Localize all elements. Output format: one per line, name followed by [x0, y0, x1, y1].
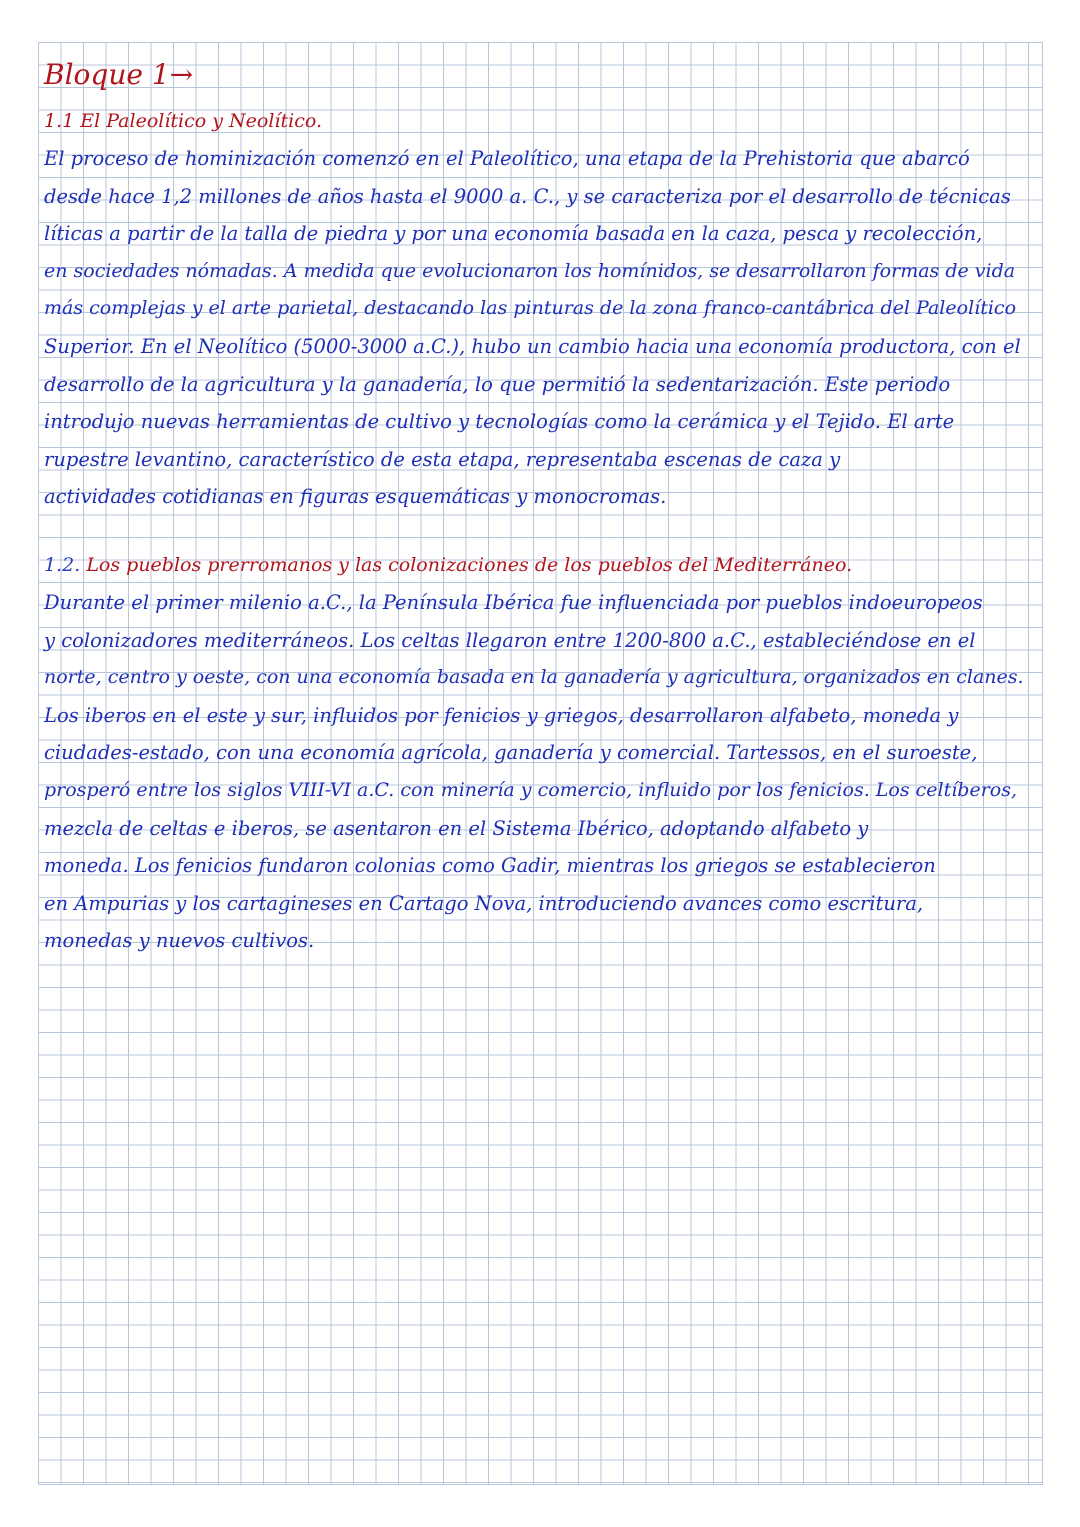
text-line: introdujo nuevas herramientas de cultivo y tecnologías como la cerámica y el Tejido. El arte — [44, 410, 955, 434]
text-line: rupestre levantino, característico de esta etapa, representaba escenas de caza y — [44, 447, 841, 471]
notes-content — [44, 56, 1036, 960]
text-line: Los iberos en el este y sur, influidos por fenicios y griegos, desarrollaron alfabeto, moneda y — [44, 703, 959, 727]
text-line: actividades cotidianas en figuras esquemáticas y monocromas. — [44, 485, 667, 509]
text-line: El proceso de hominización comenzó en el Paleolítico, una etapa de la Prehistoria que abarcó — [44, 147, 970, 170]
section-heading — [44, 546, 1036, 584]
section-title: Los pueblos prerromanos y las colonizaciones de los pueblos del Mediterráneo. — [86, 553, 853, 576]
text-line: mezcla de celtas e iberos, se asentaron en el Sistema Ibérico, adoptando alfabeto y — [44, 816, 869, 840]
text-line: en sociedades nómadas. A medida que evolucionaron los homínidos, se desarrollaron formas de vida — [44, 259, 1016, 282]
text-line: Durante el primer milenio a.C., la Península Ibérica fue influenciada por pueblos indoeuropeos — [44, 590, 983, 614]
text-line: moneda. Los fenicios fundaron colonias como Gadir, mientras los griegos se establecieron — [44, 854, 936, 878]
text-line: desde hace 1,2 millones de años hasta el 9000 a. C., y se caracteriza por el desarrollo de técnicas — [44, 184, 1011, 208]
text-line: líticas a partir de la talla de piedra y por una economía basada en la caza, pesca y recolección, — [44, 222, 983, 246]
section-pueblos-prerromanos — [44, 546, 1036, 960]
text-line: ciudades-estado, con una economía agrícola, ganadería y comercial. Tartessos, en el suroeste, — [44, 741, 978, 765]
text-line: prosperó entre los siglos VIII-VI a.C. con minería y comercio, influido por los fenicios. Los celtíberos, — [44, 778, 1018, 801]
text-line: norte, centro y oeste, con una economía basada en la ganadería y agricultura, organizados en clanes. — [44, 666, 1024, 689]
section-title: El Paleolítico y Neolítico. — [80, 110, 322, 132]
section-heading — [44, 102, 1036, 140]
text-line: y colonizadores mediterráneos. Los celtas llegaron entre 1200-800 a.C., estableciéndose en el — [44, 628, 976, 652]
text-line: desarrollo de la agricultura y la ganadería, lo que permitió la sedentarización. Este periodo — [44, 372, 951, 396]
text-line: Superior. En el Neolítico (5000-3000 a.C.), hubo un cambio hacia una economía productora, con el — [44, 334, 1021, 358]
section-number: 1.1 — [44, 110, 75, 132]
text-line: en Ampurias y los cartagineses en Cartago Nova, introduciendo avances como escritura, — [44, 891, 924, 915]
section-number: 1.2. — [44, 553, 81, 576]
text-line: más complejas y el arte parietal, destacando las pinturas de la zona franco-cantábrica del Paleolítico — [44, 297, 1017, 320]
section-paleolitico-neolitico — [44, 102, 1036, 516]
text-line: monedas y nuevos cultivos. — [44, 929, 315, 953]
page-title: Bloque 1→ — [44, 58, 194, 91]
